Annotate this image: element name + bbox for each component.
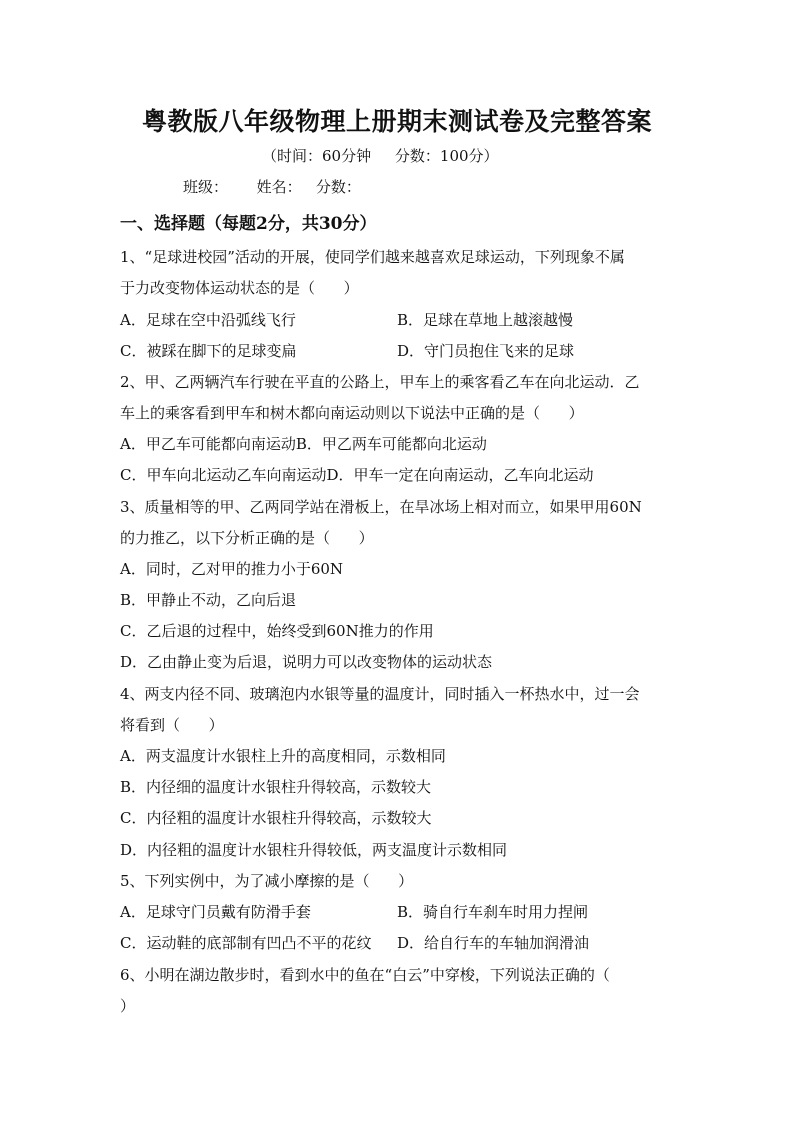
question-5-option-d: D．给自行车的车轴加润滑油 (397, 934, 590, 952)
question-3-option-d: D．乙由静止变为后退，说明力可以改变物体的运动状态 (120, 653, 493, 671)
question-4-option-d: D．内径粗的温度计水银柱升得较低，两支温度计示数相同 (120, 841, 508, 859)
question-1-stem-line-1: 1、“足球进校园”活动的开展，使同学们越来越喜欢足球运动，下列现象不属 (120, 248, 625, 266)
time-score-line: （时间：60分钟 分数：100分） (262, 147, 499, 165)
question-1-option-d: D．守门员抱住飞来的足球 (397, 342, 575, 360)
question-1-stem-line-2: 于力改变物体运动状态的是（ ） (120, 279, 359, 297)
question-3-stem-line-1: 3、质量相等的甲、乙两同学站在滑板上，在旱冰场上相对而立，如果甲用60N (120, 498, 642, 516)
question-4-stem-line-1: 4、两支内径不同、玻璃泡内水银等量的温度计，同时插入一杯热水中，过一会 (120, 685, 640, 703)
question-4-option-b: B．内径细的温度计水银柱升得较高，示数较大 (120, 778, 432, 796)
exam-title: 粤教版八年级物理上册期末测试卷及完整答案 (141, 107, 652, 136)
question-4-option-a: A．两支温度计水银柱上升的高度相同，示数相同 (120, 747, 446, 765)
class-name-score-line: 班级： 姓名： 分数： (183, 178, 361, 196)
question-5-option-b: B．骑自行车刹车时用力捏闸 (397, 903, 589, 921)
question-1-option-c: C．被踩在脚下的足球变扁 (120, 342, 297, 360)
question-3-option-c: C．乙后退的过程中，始终受到60N推力的作用 (120, 622, 434, 640)
question-2-option-cd: C．甲车向北运动乙车向南运动D．甲车一定在向南运动，乙车向北运动 (120, 466, 594, 484)
question-5-option-c: C．运动鞋的底部制有凹凸不平的花纹 (120, 934, 372, 952)
question-3-option-b: B．甲静止不动，乙向后退 (120, 591, 297, 609)
question-3-option-a: A．同时，乙对甲的推力小于60N (120, 560, 344, 578)
question-1-option-b: B．足球在草地上越滚越慢 (397, 311, 574, 329)
question-2-stem-line-1: 2、甲、乙两辆汽车行驶在平直的公路上，甲车上的乘客看乙车在向北运动．乙 (120, 373, 640, 391)
question-6-stem-line-1: 6、小明在湖边散步时，看到水中的鱼在“白云”中穿梭，下列说法正确的（ (120, 966, 610, 984)
question-1-option-a: A．足球在空中沿弧线飞行 (120, 311, 296, 329)
question-2-stem-line-2: 车上的乘客看到甲车和树木都向南运动则以下说法中正确的是（ ） (120, 404, 584, 422)
question-4-option-c: C．内径粗的温度计水银柱升得较高，示数较大 (120, 809, 432, 827)
question-5-stem-line-1: 5、下列实例中，为了减小摩擦的是（ ） (120, 872, 414, 890)
question-6-stem-line-2: ） (120, 997, 136, 1015)
question-5-option-a: A．足球守门员戴有防滑手套 (120, 903, 311, 921)
question-2-option-ab: A．甲乙车可能都向南运动B．甲乙两车可能都向北运动 (120, 435, 487, 453)
section-heading: 一、选择题（每题2分，共30分） (120, 214, 377, 234)
question-4-stem-line-2: 将看到（ ） (120, 716, 224, 734)
question-3-stem-line-2: 的力推乙，以下分析正确的是（ ） (120, 529, 374, 547)
